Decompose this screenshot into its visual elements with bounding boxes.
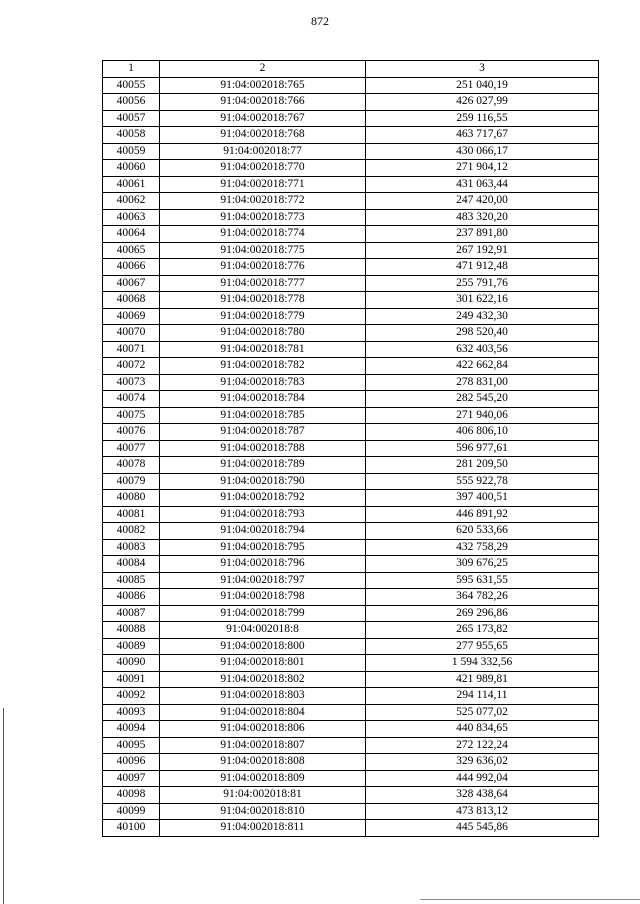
cadastral-number-cell: 91:04:002018:789 bbox=[160, 457, 366, 474]
table-row bbox=[103, 325, 599, 342]
cadastral-number-cell: 91:04:002018:778 bbox=[160, 292, 366, 309]
table-row bbox=[103, 209, 599, 226]
value-cell: 267 192,91 bbox=[366, 242, 599, 259]
table-row bbox=[103, 160, 599, 177]
value-cell: 294 114,11 bbox=[366, 688, 599, 705]
value-cell: 440 834,65 bbox=[366, 721, 599, 738]
row-number-cell: 40093 bbox=[103, 704, 160, 721]
table-row bbox=[103, 688, 599, 705]
cadastral-number-cell: 91:04:002018:770 bbox=[160, 160, 366, 177]
value-cell: 309 676,25 bbox=[366, 556, 599, 573]
page-number: 872 bbox=[311, 14, 329, 28]
row-number-cell: 40094 bbox=[103, 721, 160, 738]
row-number-cell: 40055 bbox=[103, 77, 160, 94]
value-cell: 431 063,44 bbox=[366, 176, 599, 193]
table-row bbox=[103, 655, 599, 672]
table-row bbox=[103, 226, 599, 243]
row-number-cell: 40062 bbox=[103, 193, 160, 210]
cadastral-number-cell: 91:04:002018:787 bbox=[160, 424, 366, 441]
cadastral-number-cell: 91:04:002018:767 bbox=[160, 110, 366, 127]
value-cell: 277 955,65 bbox=[366, 638, 599, 655]
row-number-cell: 40067 bbox=[103, 275, 160, 292]
table-row bbox=[103, 193, 599, 210]
value-cell: 445 545,86 bbox=[366, 820, 599, 837]
row-number-cell: 40088 bbox=[103, 622, 160, 639]
cadastral-number-cell: 91:04:002018:768 bbox=[160, 127, 366, 144]
cadastral-number-cell: 91:04:002018:807 bbox=[160, 737, 366, 754]
value-cell: 525 077,02 bbox=[366, 704, 599, 721]
cadastral-number-cell: 91:04:002018:810 bbox=[160, 803, 366, 820]
cadastral-number-cell: 91:04:002018:773 bbox=[160, 209, 366, 226]
value-cell: 301 622,16 bbox=[366, 292, 599, 309]
value-cell: 422 662,84 bbox=[366, 358, 599, 375]
margin-line bbox=[3, 708, 4, 904]
value-cell: 473 813,12 bbox=[366, 803, 599, 820]
value-cell: 421 989,81 bbox=[366, 671, 599, 688]
table-row bbox=[103, 539, 599, 556]
row-number-cell: 40073 bbox=[103, 374, 160, 391]
cadastral-number-cell: 91:04:002018:771 bbox=[160, 176, 366, 193]
row-number-cell: 40084 bbox=[103, 556, 160, 573]
cadastral-number-cell: 91:04:002018:782 bbox=[160, 358, 366, 375]
value-cell: 406 806,10 bbox=[366, 424, 599, 441]
row-number-cell: 40063 bbox=[103, 209, 160, 226]
table-row bbox=[103, 391, 599, 408]
row-number-cell: 40068 bbox=[103, 292, 160, 309]
cadastral-number-cell: 91:04:002018:784 bbox=[160, 391, 366, 408]
cadastral-number-cell: 91:04:002018:81 bbox=[160, 787, 366, 804]
table-row bbox=[103, 589, 599, 606]
table-row bbox=[103, 176, 599, 193]
table-row bbox=[103, 721, 599, 738]
cadastral-number-cell: 91:04:002018:806 bbox=[160, 721, 366, 738]
table-row bbox=[103, 704, 599, 721]
cadastral-number-cell: 91:04:002018:765 bbox=[160, 77, 366, 94]
table-row bbox=[103, 110, 599, 127]
table-row bbox=[103, 572, 599, 589]
data-table bbox=[102, 60, 599, 837]
row-number-cell: 40086 bbox=[103, 589, 160, 606]
table-row bbox=[103, 308, 599, 325]
table-row bbox=[103, 605, 599, 622]
table-body bbox=[103, 77, 599, 836]
cadastral-number-cell: 91:04:002018:802 bbox=[160, 671, 366, 688]
cadastral-number-cell: 91:04:002018:774 bbox=[160, 226, 366, 243]
table-row bbox=[103, 506, 599, 523]
row-number-cell: 40071 bbox=[103, 341, 160, 358]
value-cell: 249 432,30 bbox=[366, 308, 599, 325]
value-cell: 328 438,64 bbox=[366, 787, 599, 804]
value-cell: 281 209,50 bbox=[366, 457, 599, 474]
row-number-cell: 40099 bbox=[103, 803, 160, 820]
table-row bbox=[103, 523, 599, 540]
cadastral-number-cell: 91:04:002018:780 bbox=[160, 325, 366, 342]
table-row bbox=[103, 770, 599, 787]
value-cell: 471 912,48 bbox=[366, 259, 599, 276]
value-cell: 237 891,80 bbox=[366, 226, 599, 243]
cadastral-number-cell: 91:04:002018:766 bbox=[160, 94, 366, 111]
value-cell: 595 631,55 bbox=[366, 572, 599, 589]
cadastral-number-cell: 91:04:002018:804 bbox=[160, 704, 366, 721]
row-number-cell: 40091 bbox=[103, 671, 160, 688]
value-cell: 255 791,76 bbox=[366, 275, 599, 292]
table-row bbox=[103, 820, 599, 837]
column-header-3: 3 bbox=[366, 61, 599, 78]
row-number-cell: 40056 bbox=[103, 94, 160, 111]
cadastral-number-cell: 91:04:002018:808 bbox=[160, 754, 366, 771]
row-number-cell: 40069 bbox=[103, 308, 160, 325]
cadastral-number-cell: 91:04:002018:799 bbox=[160, 605, 366, 622]
table-row bbox=[103, 754, 599, 771]
table-row bbox=[103, 242, 599, 259]
value-cell: 444 992,04 bbox=[366, 770, 599, 787]
cadastral-number-cell: 91:04:002018:800 bbox=[160, 638, 366, 655]
value-cell: 251 040,19 bbox=[366, 77, 599, 94]
table-row bbox=[103, 407, 599, 424]
cadastral-number-cell: 91:04:002018:775 bbox=[160, 242, 366, 259]
column-header-2: 2 bbox=[160, 61, 366, 78]
table-row bbox=[103, 358, 599, 375]
value-cell: 463 717,67 bbox=[366, 127, 599, 144]
row-number-cell: 40059 bbox=[103, 143, 160, 160]
value-cell: 364 782,26 bbox=[366, 589, 599, 606]
row-number-cell: 40075 bbox=[103, 407, 160, 424]
row-number-cell: 40089 bbox=[103, 638, 160, 655]
value-cell: 329 636,02 bbox=[366, 754, 599, 771]
row-number-cell: 40095 bbox=[103, 737, 160, 754]
row-number-cell: 40097 bbox=[103, 770, 160, 787]
table-row bbox=[103, 341, 599, 358]
value-cell: 620 533,66 bbox=[366, 523, 599, 540]
row-number-cell: 40090 bbox=[103, 655, 160, 672]
value-cell: 282 545,20 bbox=[366, 391, 599, 408]
value-cell: 1 594 332,56 bbox=[366, 655, 599, 672]
cadastral-number-cell: 91:04:002018:794 bbox=[160, 523, 366, 540]
row-number-cell: 40087 bbox=[103, 605, 160, 622]
row-number-cell: 40070 bbox=[103, 325, 160, 342]
table-row bbox=[103, 374, 599, 391]
row-number-cell: 40061 bbox=[103, 176, 160, 193]
row-number-cell: 40077 bbox=[103, 440, 160, 457]
table-row bbox=[103, 473, 599, 490]
cadastral-number-cell: 91:04:002018:797 bbox=[160, 572, 366, 589]
row-number-cell: 40057 bbox=[103, 110, 160, 127]
cadastral-number-cell: 91:04:002018:788 bbox=[160, 440, 366, 457]
value-cell: 446 891,92 bbox=[366, 506, 599, 523]
value-cell: 632 403,56 bbox=[366, 341, 599, 358]
row-number-cell: 40058 bbox=[103, 127, 160, 144]
cadastral-number-cell: 91:04:002018:772 bbox=[160, 193, 366, 210]
cadastral-number-cell: 91:04:002018:8 bbox=[160, 622, 366, 639]
value-cell: 259 116,55 bbox=[366, 110, 599, 127]
row-number-cell: 40076 bbox=[103, 424, 160, 441]
row-number-cell: 40082 bbox=[103, 523, 160, 540]
cadastral-number-cell: 91:04:002018:798 bbox=[160, 589, 366, 606]
table-row bbox=[103, 259, 599, 276]
value-cell: 430 066,17 bbox=[366, 143, 599, 160]
cadastral-number-cell: 91:04:002018:793 bbox=[160, 506, 366, 523]
row-number-cell: 40072 bbox=[103, 358, 160, 375]
row-number-cell: 40066 bbox=[103, 259, 160, 276]
row-number-cell: 40081 bbox=[103, 506, 160, 523]
cadastral-number-cell: 91:04:002018:792 bbox=[160, 490, 366, 507]
row-number-cell: 40096 bbox=[103, 754, 160, 771]
row-number-cell: 40065 bbox=[103, 242, 160, 259]
value-cell: 269 296,86 bbox=[366, 605, 599, 622]
table-row bbox=[103, 77, 599, 94]
cadastral-number-cell: 91:04:002018:776 bbox=[160, 259, 366, 276]
cadastral-number-cell: 91:04:002018:777 bbox=[160, 275, 366, 292]
table-row bbox=[103, 803, 599, 820]
cadastral-number-cell: 91:04:002018:783 bbox=[160, 374, 366, 391]
row-number-cell: 40098 bbox=[103, 787, 160, 804]
row-number-cell: 40080 bbox=[103, 490, 160, 507]
row-number-cell: 40074 bbox=[103, 391, 160, 408]
row-number-cell: 40083 bbox=[103, 539, 160, 556]
value-cell: 298 520,40 bbox=[366, 325, 599, 342]
cadastral-number-cell: 91:04:002018:811 bbox=[160, 820, 366, 837]
value-cell: 432 758,29 bbox=[366, 539, 599, 556]
value-cell: 278 831,00 bbox=[366, 374, 599, 391]
table-row bbox=[103, 292, 599, 309]
column-header-1: 1 bbox=[103, 61, 160, 78]
table-row bbox=[103, 737, 599, 754]
value-cell: 271 940,06 bbox=[366, 407, 599, 424]
table-row bbox=[103, 622, 599, 639]
table-row bbox=[103, 671, 599, 688]
row-number-cell: 40092 bbox=[103, 688, 160, 705]
value-cell: 272 122,24 bbox=[366, 737, 599, 754]
row-number-cell: 40064 bbox=[103, 226, 160, 243]
row-number-cell: 40078 bbox=[103, 457, 160, 474]
cadastral-number-cell: 91:04:002018:785 bbox=[160, 407, 366, 424]
cadastral-number-cell: 91:04:002018:796 bbox=[160, 556, 366, 573]
value-cell: 596 977,61 bbox=[366, 440, 599, 457]
table-row bbox=[103, 275, 599, 292]
row-number-cell: 40060 bbox=[103, 160, 160, 177]
value-cell: 555 922,78 bbox=[366, 473, 599, 490]
row-number-cell: 40085 bbox=[103, 572, 160, 589]
cadastral-number-cell: 91:04:002018:790 bbox=[160, 473, 366, 490]
cadastral-number-cell: 91:04:002018:781 bbox=[160, 341, 366, 358]
table-row bbox=[103, 556, 599, 573]
table-row bbox=[103, 143, 599, 160]
table-header bbox=[103, 61, 599, 78]
cadastral-number-cell: 91:04:002018:809 bbox=[160, 770, 366, 787]
table-row bbox=[103, 457, 599, 474]
value-cell: 483 320,20 bbox=[366, 209, 599, 226]
table-row bbox=[103, 94, 599, 111]
value-cell: 426 027,99 bbox=[366, 94, 599, 111]
table-row bbox=[103, 424, 599, 441]
table-row bbox=[103, 787, 599, 804]
table-row bbox=[103, 127, 599, 144]
cadastral-number-cell: 91:04:002018:803 bbox=[160, 688, 366, 705]
value-cell: 397 400,51 bbox=[366, 490, 599, 507]
table-header-row bbox=[103, 61, 599, 78]
row-number-cell: 40079 bbox=[103, 473, 160, 490]
table-row bbox=[103, 490, 599, 507]
table-row bbox=[103, 440, 599, 457]
cadastral-number-cell: 91:04:002018:779 bbox=[160, 308, 366, 325]
value-cell: 247 420,00 bbox=[366, 193, 599, 210]
bottom-line bbox=[420, 899, 640, 900]
row-number-cell: 40100 bbox=[103, 820, 160, 837]
value-cell: 271 904,12 bbox=[366, 160, 599, 177]
table-row bbox=[103, 638, 599, 655]
cadastral-number-cell: 91:04:002018:77 bbox=[160, 143, 366, 160]
cadastral-number-cell: 91:04:002018:795 bbox=[160, 539, 366, 556]
cadastral-number-cell: 91:04:002018:801 bbox=[160, 655, 366, 672]
value-cell: 265 173,82 bbox=[366, 622, 599, 639]
